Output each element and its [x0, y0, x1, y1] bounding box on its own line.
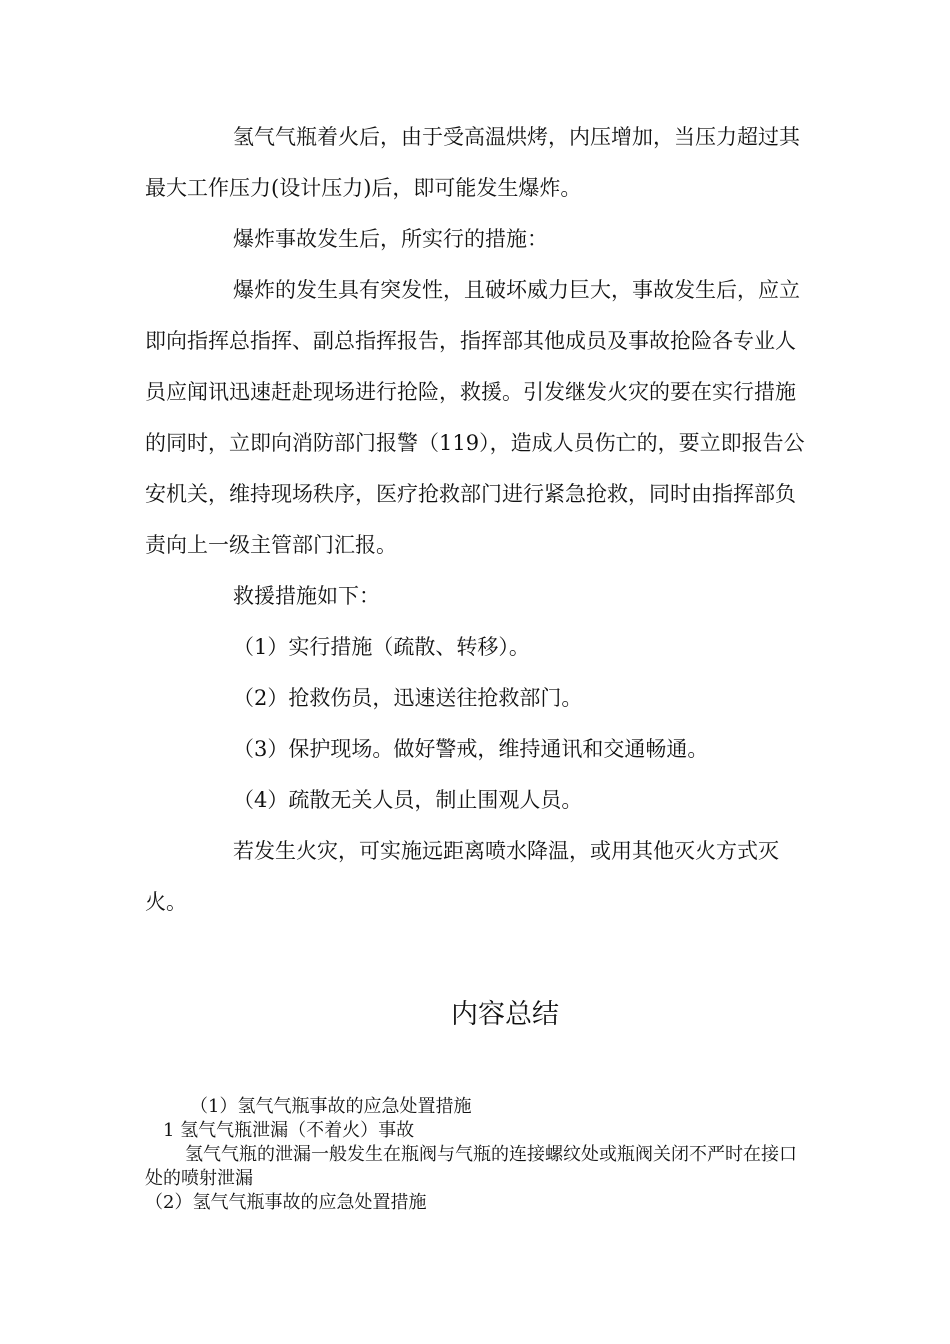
- list-item: （2）抢救伤员，迅速送往抢救部门。: [233, 686, 583, 710]
- body-text: [145, 112, 805, 928]
- paragraph-explosion-response: 爆炸的发生具有突发性，且破坏威力巨大，事故发生后，应立即向指挥总指挥、副总指挥报告，指挥部其他成员及事故抢险各专业人员应闻讯迅速赶赴现场进行抢险，救援。引发继发火灾的要在实行措施的同时，立即向消防部门报警（119），造成人员伤亡的，要立即报告公安机关，维持现场秩序，医疗抢救部门进行紧急抢救，同时由指挥部负责向上一级主管部门汇报。: [145, 278, 805, 557]
- summary-section: [145, 1095, 805, 1215]
- list-item: （1）实行措施（疏散、转移）。: [233, 635, 530, 659]
- summary-line: 氢气气瓶的泄漏一般发生在瓶阀与气瓶的连接螺纹处或瓶阀关闭不严时在接口处的喷射泄漏: [145, 1144, 797, 1189]
- summary-line: （2）氢气气瓶事故的应急处置措施: [145, 1192, 427, 1213]
- paragraph-fire-pressure: 氢气气瓶着火后，由于受高温烘烤，内压增加，当压力超过其最大工作压力(设计压力)后，即可能发生爆炸。: [145, 125, 800, 200]
- summary-line: 1 氢气气瓶泄漏（不着火）事故: [163, 1120, 415, 1141]
- list-item: （3）保护现场。做好警戒，维持通讯和交通畅通。: [233, 737, 709, 761]
- paragraph-fire-extinguish: 若发生火灾，可实施远距离喷水降温，或用其他灭火方式灭火。: [145, 839, 779, 914]
- summary-line: （1）氢气气瓶事故的应急处置措施: [190, 1096, 472, 1117]
- list-item: （4）疏散无关人员，制止围观人员。: [233, 788, 583, 812]
- paragraph-rescue-heading: 救援措施如下：: [233, 584, 380, 608]
- paragraph-explosion-measures-heading: 爆炸事故发生后，所实行的措施：: [233, 227, 548, 251]
- summary-title: 内容总结: [451, 999, 559, 1030]
